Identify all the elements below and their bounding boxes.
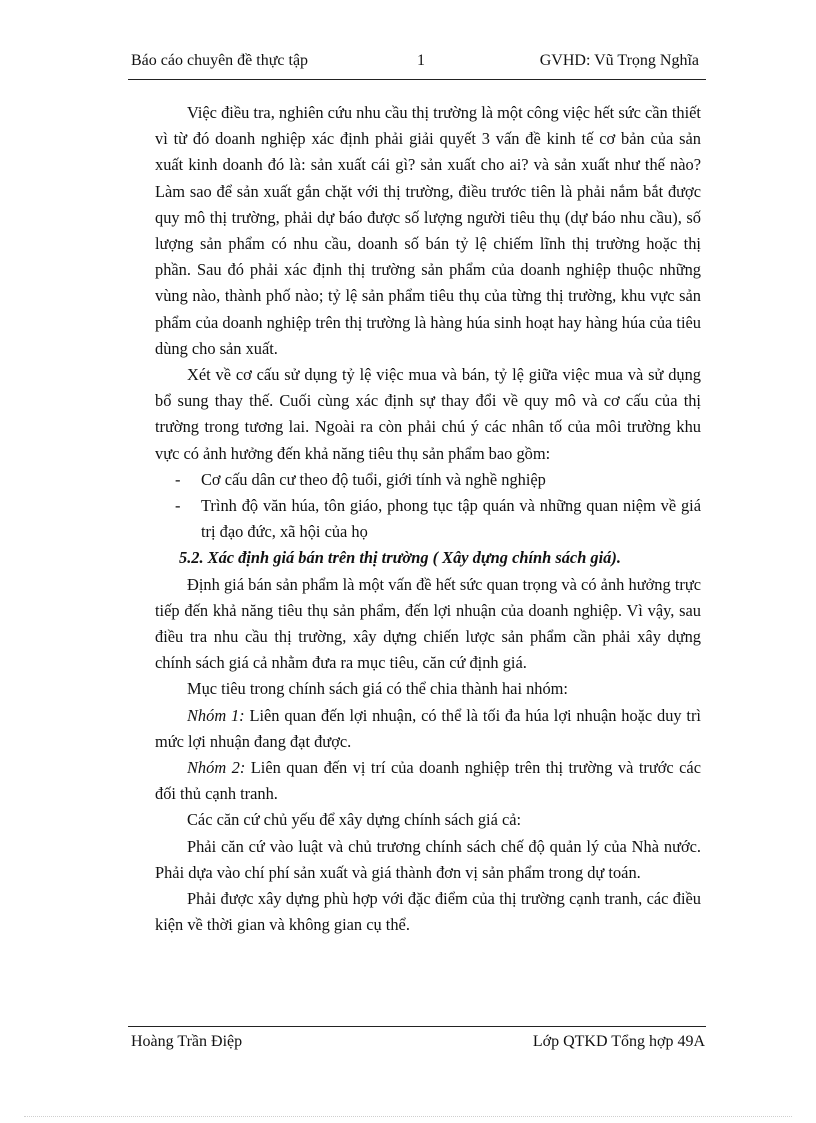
list-item-text: Cơ cấu dân cư theo độ tuổi, giới tính và nghề nghiệp: [201, 469, 546, 489]
paragraph-group-2: [155, 755, 701, 807]
paragraph-pricing-goals: Mục tiêu trong chính sách giá có thể chia thành hai nhóm:: [187, 679, 568, 699]
class-name: Lớp QTKD Tổng hợp 49A: [532, 1033, 705, 1050]
page-footer: [131, 1033, 705, 1057]
bullet-marker: -: [175, 496, 181, 516]
paragraph-pricing: Định giá bán sản phẩm là một vấn đề hết sức quan trọng và có ảnh hưởng trực tiếp đến khả năng tiêu thụ sản phẩm, đến lợi nhuận của doanh nghiệp. Vì vậy, sau điều tra nhu cầu thị trường, xây dựng chiến lược sản phẩm cần phải xây dựng chính sách giá cả nhằm đưa ra mục tiêu, căn cứ định giá.: [155, 574, 701, 673]
list-item-text: Trình độ văn húa, tôn giáo, phong tục tập quán và những quan niệm về giá trị đạo đức, xã hội của họ: [201, 496, 701, 542]
list-item: [155, 493, 701, 545]
list-item: [155, 467, 701, 493]
group-2-text: Liên quan đến vị trí của doanh nghiệp trên thị trường và trước các đối thủ cạnh tranh.: [155, 758, 701, 804]
paragraph-competition-basis: Phải được xây dựng phù hợp với đặc điểm của thị trường cạnh tranh, các điều kiện về thời gian và không gian cụ thể.: [155, 889, 701, 935]
paragraph-group-1: [155, 703, 701, 755]
bullet-marker: -: [175, 469, 181, 489]
supervisor-name: GVHD: Vũ Trọng Nghĩa: [539, 52, 699, 69]
paragraph-pricing-bases: Các căn cứ chủ yếu để xây dựng chính sách giá cả:: [187, 810, 522, 830]
paragraph-market-structure: Xét về cơ cấu sử dụng tỷ lệ việc mua và bán, tỷ lệ giữa việc mua và sử dụng bổ sung thay thế. Cuối cùng xác định sự thay đổi về quy mô và cơ cấu của thị trường trong tương lai. Ngoài ra còn phải chú ý các nhân tố của môi trường khu vực có ảnh hưởng đến khả năng tiêu thụ sản phẩm bao gồm:: [155, 365, 701, 463]
group-1-text: Liên quan đến lợi nhuận, có thể là tối đa húa lợi nhuận hoặc duy trì mức lợi nhuận đang đạt được.: [155, 705, 701, 751]
paragraph-market-research: Việc điều tra, nghiên cứu nhu cầu thị trường là một công việc hết sức cần thiết vì từ đó doanh nghiệp xác định phải giải quyết 3 vấn đề kinh tế cơ bản của sản xuất kinh doanh đó là: sản xuất cái gì? sản xuất cho ai? và sản xuất như thế nào? Làm sao để sản xuất gắn chặt với thị trường, điều trước tiên là phải nắm bắt được quy mô thị trường, phải dự báo được số lượng người tiêu thụ (dự báo nhu cầu), số lượng sản phẩm có nhu cầu, doanh số bán tỷ lệ chiếm lĩnh thị trường hoặc thị phần. Sau đó phải xác định thị trường sản phẩm của doanh nghiệp thuộc những vùng nào, thành phố nào; tỷ lệ sản phẩm tiêu thụ của từng thị trường, khu vực sản phẩm của doanh nghiệp trên thị trường là hàng húa sinh hoạt hay hàng húa của tiêu dùng cho sản xuất.: [155, 103, 701, 358]
group-1-label: Nhóm 1:: [187, 705, 245, 725]
author-name: Hoàng Trần Điệp: [131, 1033, 243, 1050]
page-number: 1: [417, 52, 425, 69]
group-2-label: Nhóm 2:: [187, 758, 246, 778]
footer-divider: [128, 1026, 706, 1027]
header-divider: [128, 79, 706, 80]
page-header: [131, 52, 699, 76]
page-bottom-dotted-rule: [24, 1116, 792, 1117]
page-body: [155, 100, 701, 939]
paragraph-legal-basis: Phải căn cứ vào luật và chủ trương chính sách chế độ quản lý của Nhà nước. Phải dựa vào chí phí sản xuất và giá thành đơn vị sản phẩm trong dự toán.: [155, 836, 701, 882]
section-heading: 5.2. Xác định giá bán trên thị trường ( Xây dựng chính sách giá).: [179, 548, 621, 568]
report-title: Báo cáo chuyên đề thực tập: [131, 52, 309, 69]
